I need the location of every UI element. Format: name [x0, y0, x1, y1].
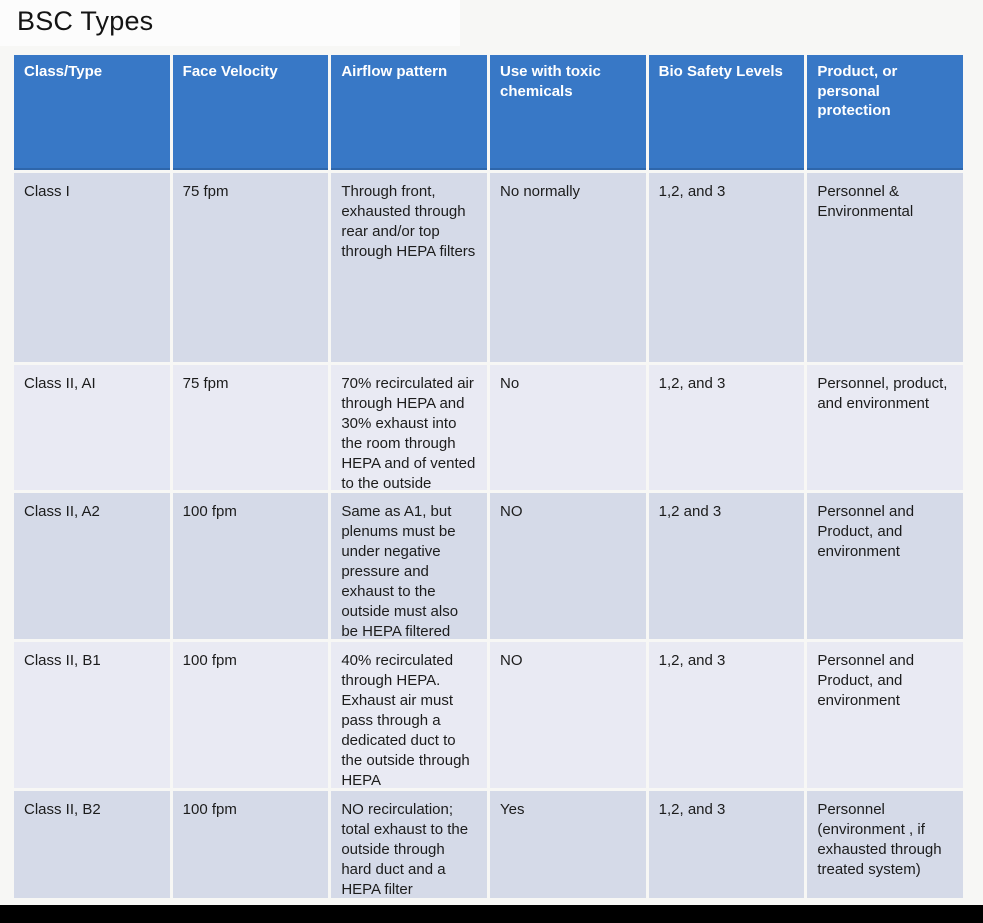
bsc-types-table	[14, 55, 963, 898]
table-cell: 70% recirculated air through HEPA and 30% exhaust into the room through HEPA and of vented to the outside	[331, 365, 487, 490]
bottom-black-bar	[0, 905, 983, 923]
table-cell: 75 fpm	[173, 173, 329, 362]
table-cell: Same as A1, but plenums must be under negative pressure and exhaust to the outside must also be HEPA filtered	[331, 493, 487, 639]
table-cell: No normally	[490, 173, 646, 362]
table-cell: 40% recirculated through HEPA. Exhaust air must pass through a dedicated duct to the outside through HEPA	[331, 642, 487, 788]
table-cell: Through front, exhausted through rear and/or top through HEPA filters	[331, 173, 487, 362]
column-header-toxic-chemicals: Use with toxic chemicals	[490, 55, 646, 170]
table-cell: Class II, A2	[14, 493, 170, 639]
table-cell: 100 fpm	[173, 642, 329, 788]
table-cell: 100 fpm	[173, 493, 329, 639]
table-cell: 75 fpm	[173, 365, 329, 490]
table-cell: Class I	[14, 173, 170, 362]
table-cell: 1,2, and 3	[649, 642, 805, 788]
table-cell: 1,2, and 3	[649, 791, 805, 898]
table-cell: Personnel and Product, and environment	[807, 642, 963, 788]
table-cell: NO recirculation; total exhaust to the outside through hard duct and a HEPA filter	[331, 791, 487, 898]
table-cell: Personnel & Environmental	[807, 173, 963, 362]
table-cell: NO	[490, 493, 646, 639]
column-header-protection: Product, or personal protection	[807, 55, 963, 170]
column-header-class-type: Class/Type	[14, 55, 170, 170]
table-cell: Class II, B1	[14, 642, 170, 788]
table-cell: Class II, AI	[14, 365, 170, 490]
page-title: BSC Types	[17, 6, 154, 36]
table-cell: Yes	[490, 791, 646, 898]
column-header-face-velocity: Face Velocity	[173, 55, 329, 170]
table-cell: Personnel (environment , if exhausted through treated system)	[807, 791, 963, 898]
table-cell: Personnel and Product, and environment	[807, 493, 963, 639]
table-cell: 1,2, and 3	[649, 173, 805, 362]
table-cell: 1,2, and 3	[649, 365, 805, 490]
table-cell: NO	[490, 642, 646, 788]
table-cell: Personnel, product, and environment	[807, 365, 963, 490]
table-cell: Class II, B2	[14, 791, 170, 898]
table-cell: No	[490, 365, 646, 490]
table-cell: 1,2 and 3	[649, 493, 805, 639]
table-cell: 100 fpm	[173, 791, 329, 898]
column-header-airflow-pattern: Airflow pattern	[331, 55, 487, 170]
column-header-bio-safety-levels: Bio Safety Levels	[649, 55, 805, 170]
